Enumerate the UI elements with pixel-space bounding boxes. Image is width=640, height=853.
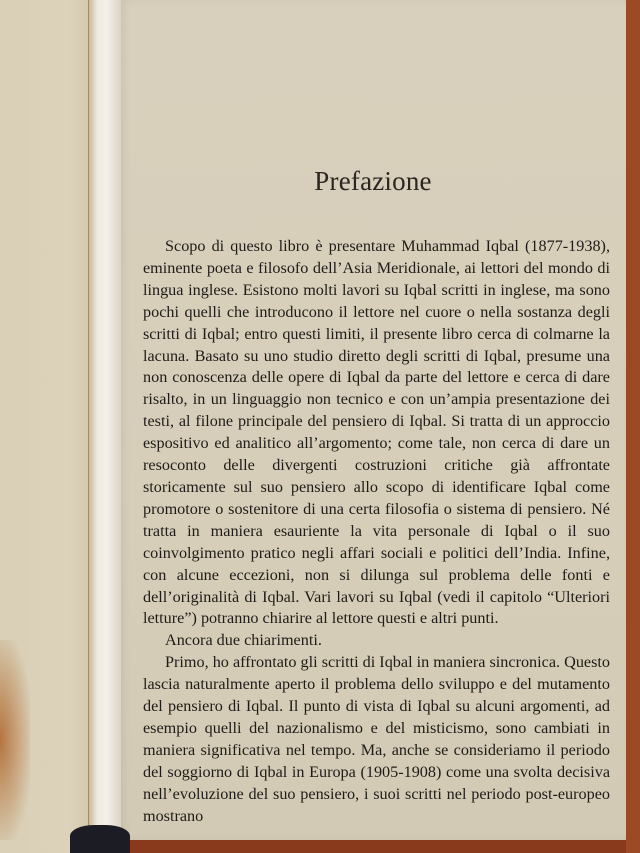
finger-shadow [0, 640, 30, 840]
book-binding [70, 825, 130, 853]
paragraph-2: Ancora due chiarimenti. [165, 631, 322, 650]
paragraph-1: Scopo di questo libro è presentare Muhammad Iqbal (1877-1938), eminente poeta e filosofo dell’Asia Meridionale, ai lettori del mondo di lingua inglese. Esistono molti lavori su Iqbal scritti in inglese, ma sono pochi quelli che introducono il lettore nel cuore o nella sostanza degli scritti di Iqbal; entro questi limiti, il presente libro cerca di colmarne la lacuna. Basato su uno studio diretto degli scritti di Iqbal, presume una non conoscenza delle opere di Iqbal da parte del lettore e cerca di dare risalto, in un linguaggio non tecnico e con un’ampia presentazione dei testi, al filone principale del pensiero di Iqbal. Si tratta di un approccio espositivo ed analitico all’argomento; come tale, non cerca di dare un resoconto delle divergenti costruzioni critiche già affrontate storicamente sul suo pensiero allo scopo di identificare Iqbal come promotore o sostenitore di una certa filosofia o sistema di pensiero. Né tratta in maniera esauriente la vita personale di Iqbal o il suo coinvolgimento pratico negli affari sociali e politici dell’India. Infine, con alcune eccezioni, non si dilunga sul problema delle fonti e dell’originalità di Iqbal. Vari lavori su Iqbal (vedi il capitolo “Ulteriori letture”) potranno chiarire al lettore questi e altri punti. [143, 237, 610, 628]
chapter-title: Prefazione [314, 166, 432, 196]
paragraph-3: Primo, ho affrontato gli scritti di Iqbal in maniera sincronica. Questo lascia naturalmente aperto il problema dello sviluppo e del mutamento del pensiero di Iqbal. Il punto di vista di Iqbal su alcuni argomenti, ad esempio quelli del nazionalismo e del misticismo, sono cambiati in maniera significativa nel tempo. Ma, anche se consideriamo il periodo del soggiorno di Iqbal in Europa (1905-1908) come una svolta decisiva nell’evoluzione del suo pensiero, i suoi scritti nel periodo post-europeo mostrano [143, 653, 610, 825]
bookmark-ribbon [88, 0, 121, 835]
body-text [143, 236, 610, 827]
table-surface [626, 0, 640, 853]
